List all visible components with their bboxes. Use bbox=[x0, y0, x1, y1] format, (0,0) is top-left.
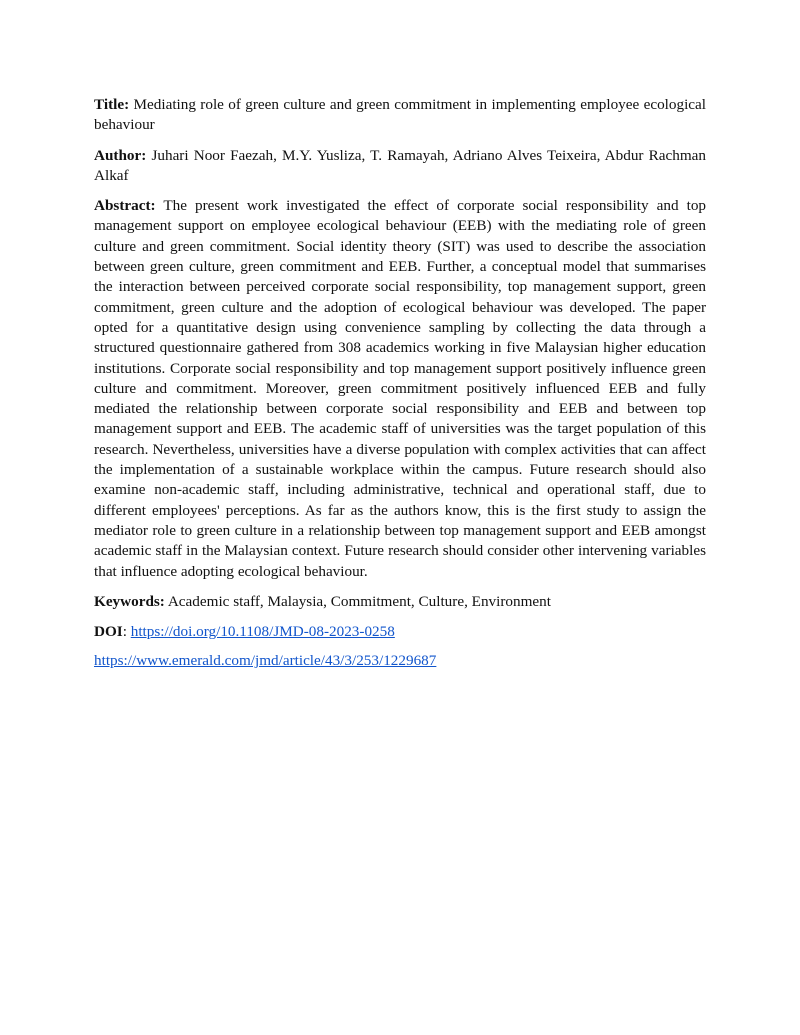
author-text: Juhari Noor Faezah, M.Y. Yusliza, T. Ramayah, Adriano Alves Teixeira, Abdur Rachman Alkaf bbox=[94, 146, 706, 184]
document-page bbox=[94, 95, 706, 682]
article-link-paragraph bbox=[94, 651, 706, 671]
title-text: Mediating role of green culture and green commitment in implementing employee ecological behaviour bbox=[94, 96, 707, 134]
doi-separator: : bbox=[122, 623, 127, 641]
author-paragraph bbox=[94, 146, 706, 187]
title-label: Title: bbox=[94, 96, 130, 113]
keywords-label: Keywords: bbox=[94, 592, 165, 610]
author-label: Author: bbox=[94, 146, 147, 164]
keywords-paragraph bbox=[94, 592, 706, 612]
doi-link[interactable]: https://doi.org/10.1108/JMD-08-2023-0258 bbox=[130, 623, 395, 641]
article-link[interactable]: https://www.emerald.com/jmd/article/43/3/253/1229687 bbox=[94, 652, 437, 670]
abstract-text: The present work investigated the effect of corporate social responsibility and top management support on employee ecological behaviour (EEB) with the mediating role of green culture and green commitment. Social identity theory (SIT) was used to describe the association between green culture, green commitment and EEB. Further, a conceptual model that summarises the interaction between perceived corporate social responsibility, top management support, green commitment, green culture and the adoption of ecological behaviour was developed. The paper opted for a quantitative design using convenience sampling by collecting the data through a structured questionnaire gathered from 308 academics working in five Malaysian higher education institutions. Corporate social responsibility and top management support positively influence green culture and commitment. Moreover, green commitment positively influenced EEB and fully mediated the relationship between corporate social responsibility and EEB and between top management support and EEB. The academic staff of universities was the target population of this research. Nevertheless, universities have a diverse population with complex activities that can affect the implementation of a sustainable workplace within the campus. Future research should also examine non-academic staff, including administrative, technical and operational staff, due to different employees' perceptions. As far as the authors know, this is the first study to assign the mediator role to green culture in a relationship between top management support and EEB amongst academic staff in the Malaysian context. Future research should consider other intervening variables that influence adopting ecological behaviour. bbox=[94, 197, 707, 580]
keywords-text: Academic staff, Malaysia, Commitment, Culture, Environment bbox=[167, 592, 551, 610]
doi-label: DOI bbox=[94, 623, 123, 641]
title-paragraph bbox=[94, 95, 706, 136]
doi-paragraph bbox=[94, 622, 706, 642]
abstract-label: Abstract: bbox=[94, 197, 156, 215]
abstract-paragraph bbox=[94, 196, 706, 582]
